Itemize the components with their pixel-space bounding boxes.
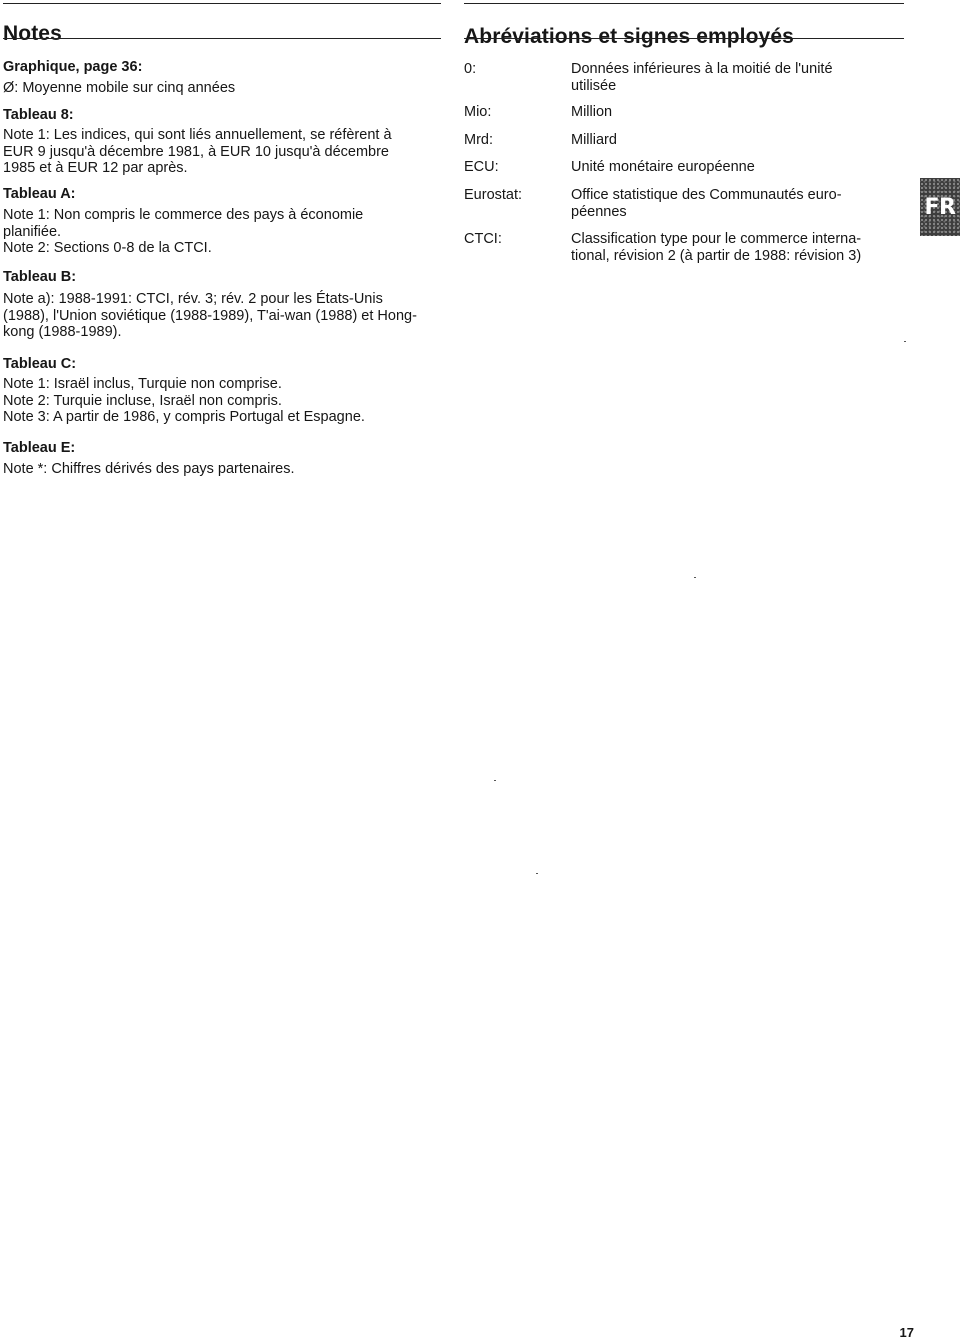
graphique-title: Graphique, page 36: — [3, 59, 143, 75]
tableau-8-line: EUR 9 jusqu'à décembre 1981, à EUR 10 jusqu'à décembre — [3, 143, 389, 160]
tableau-b-line: (1988), l'Union soviétique (1988-1989), T'ai-wan (1988) et Hong- — [3, 307, 417, 324]
abbreviation-value — [571, 159, 904, 176]
tableau-a-section — [3, 186, 441, 257]
abbreviation-value — [571, 231, 904, 264]
tableau-c-line: Note 1: Israël inclus, Turquie non comprise. — [3, 376, 282, 392]
tableau-8-section — [3, 107, 441, 177]
abbreviations-title: Abréviations et signes employés — [464, 25, 794, 49]
scan-speck — [536, 873, 538, 874]
top-rule — [464, 3, 904, 4]
tableau-8-title: Tableau 8: — [3, 107, 74, 123]
tableau-a-line: Note 2: Sections 0-8 de la CTCI. — [3, 240, 212, 256]
tableau-a-line: planifiée. — [3, 223, 62, 240]
tableau-e-section — [3, 440, 441, 478]
tableau-a-title: Tableau A: — [3, 186, 76, 202]
tableau-c-title: Tableau C: — [3, 356, 77, 372]
page-title-notes: Notes — [3, 22, 62, 46]
graphique-section — [3, 59, 441, 97]
abbreviation-value-line: tional, révision 2 (à partir de 1988: révision 3) — [571, 247, 862, 264]
top-rule — [3, 3, 441, 4]
tableau-c-line: Note 2: Turquie incluse, Israël non compris. — [3, 392, 282, 409]
abbreviation-value — [571, 61, 904, 94]
abbreviation-key: CTCI: — [464, 231, 502, 247]
abbreviation-value-line: utilisée — [571, 77, 617, 94]
abbreviation-key: 0: — [464, 61, 477, 77]
abbreviation-value-line: Classification type pour le commerce interna- — [571, 231, 862, 247]
scan-speck — [904, 341, 906, 342]
tableau-8-line: Note 1: Les indices, qui sont liés annuellement, se réfèrent à — [3, 127, 392, 143]
graphique-line: Ø: Moyenne mobile sur cinq années — [3, 80, 236, 96]
abbreviation-key: Eurostat: — [464, 187, 523, 203]
tableau-8-line: 1985 et à EUR 12 par après. — [3, 160, 188, 176]
tableau-b-line: Note a): 1988-1991: CTCI, rév. 3; rév. 2 pour les États-Unis — [3, 291, 383, 307]
abbreviation-value-line: Million — [571, 104, 613, 120]
tableau-b-section — [3, 269, 441, 341]
tableau-b-line: kong (1988-1989). — [3, 324, 122, 340]
tableau-c-section — [3, 356, 441, 426]
abbreviation-key: Mrd: — [464, 132, 493, 148]
tableau-c-line: Note 3: A partir de 1986, y compris Portugal et Espagne. — [3, 409, 365, 425]
tableau-e-line: Note *: Chiffres dérivés des pays partenaires. — [3, 461, 295, 477]
tableau-e-title: Tableau E: — [3, 440, 76, 456]
language-tab-label: FR — [924, 194, 956, 220]
language-tab — [920, 178, 960, 236]
title-underline — [3, 38, 441, 39]
abbreviation-value — [571, 104, 904, 121]
title-underline — [464, 38, 904, 39]
abbreviation-value-line: Unité monétaire européenne — [571, 159, 755, 175]
abbreviation-value-line: Milliard — [571, 132, 617, 148]
tableau-b-title: Tableau B: — [3, 269, 77, 285]
abbreviation-key: ECU: — [464, 159, 499, 175]
abbreviation-value-line: Office statistique des Communautés euro- — [571, 187, 842, 203]
abbreviation-value — [571, 132, 904, 149]
page-number: 17 — [899, 1325, 914, 1340]
abbreviation-value-line: péennes — [571, 203, 627, 220]
tableau-a-line: Note 1: Non compris le commerce des pays à économie — [3, 207, 364, 223]
abbreviation-key: Mio: — [464, 104, 492, 120]
abbreviation-value-line: Données inférieures à la moitié de l'unité — [571, 61, 833, 77]
abbreviation-value — [571, 187, 904, 220]
scan-speck — [494, 780, 496, 781]
scan-speck — [694, 577, 696, 578]
